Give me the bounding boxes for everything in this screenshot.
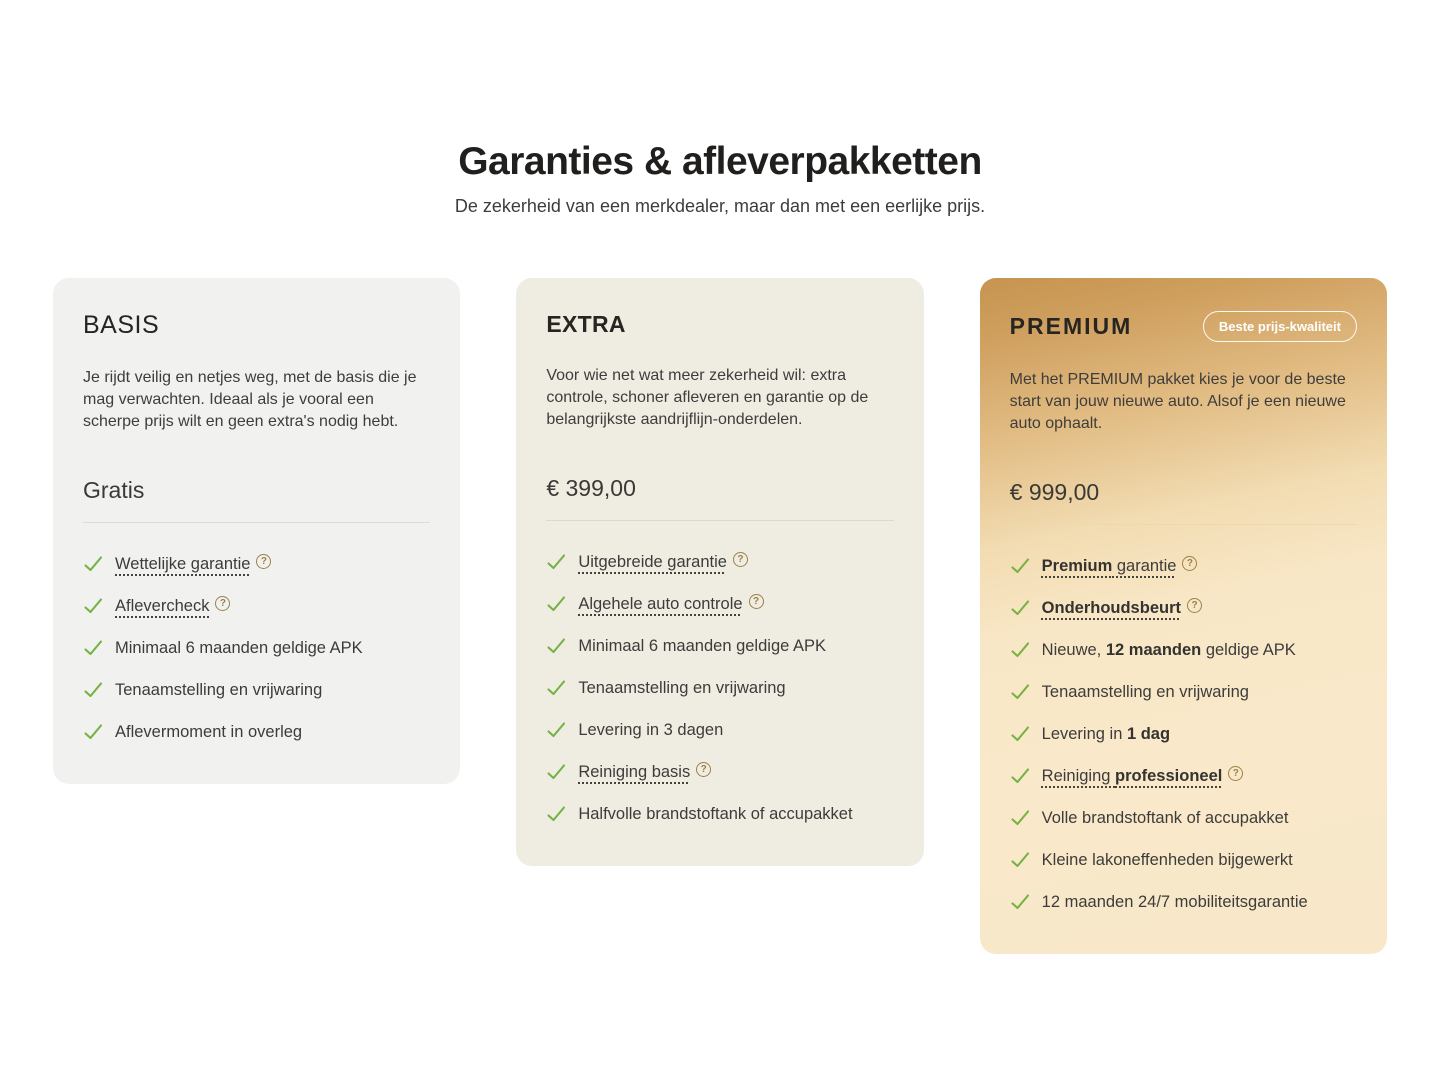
feature-label[interactable]: Reiniging basis: [578, 763, 691, 781]
check-icon: [546, 678, 567, 698]
feature-label[interactable]: Wettelijke garantie: [115, 555, 251, 573]
check-icon: [1010, 682, 1031, 702]
feature-item: [1010, 808, 1357, 828]
check-icon: [1010, 598, 1031, 618]
feature-item: [1010, 556, 1357, 576]
check-icon: [83, 554, 104, 574]
check-icon: [546, 552, 567, 572]
feature-item: [1010, 892, 1357, 912]
divider: [546, 520, 893, 521]
card-header: [83, 311, 430, 340]
check-icon: [1010, 724, 1031, 744]
card-price: € 999,00: [1009, 479, 1100, 505]
feature-label: Kleine lakoneffenheden bijgewerkt: [1041, 851, 1293, 869]
pricing-card-basis: [53, 278, 460, 784]
feature-label: Tenaamstelling en vrijwaring: [1041, 683, 1249, 701]
card-price: € 399,00: [546, 475, 636, 501]
help-icon[interactable]: ?: [696, 762, 711, 777]
card-title: BASIS: [83, 311, 160, 339]
feature-item: [546, 804, 893, 824]
feature-list: [1010, 556, 1357, 912]
pricing-card-premium: [980, 278, 1387, 954]
feature-item: [83, 722, 430, 742]
page-header: [0, 0, 1440, 217]
feature-item: [1010, 766, 1357, 786]
feature-label[interactable]: Algehele auto controle: [578, 595, 743, 613]
help-icon[interactable]: ?: [733, 552, 748, 567]
card-description: Met het PREMIUM pakket kies je voor de beste start van jouw nieuwe auto. Alsof je een nieuwe auto ophaalt.: [1009, 371, 1346, 432]
page-subtitle: De zekerheid van een merkdealer, maar dan met een eerlijke prijs.: [454, 196, 986, 216]
card-title: PREMIUM: [1009, 313, 1133, 339]
check-icon: [83, 680, 104, 700]
check-icon: [1010, 808, 1031, 828]
feature-label[interactable]: Reiniging professioneel: [1041, 767, 1223, 785]
feature-item: [1010, 724, 1357, 744]
divider: [83, 522, 430, 523]
feature-item: [1010, 640, 1357, 660]
divider: [1010, 524, 1357, 525]
pricing-card-extra: [516, 278, 923, 866]
check-icon: [546, 762, 567, 782]
feature-label: Levering in 3 dagen: [578, 721, 724, 739]
feature-item: [83, 680, 430, 700]
feature-item: [546, 678, 893, 698]
check-icon: [546, 720, 567, 740]
card-header: [546, 311, 893, 338]
check-icon: [83, 596, 104, 616]
card-description: Je rijdt veilig en netjes weg, met de basis die je mag verwachten. Ideaal als je vooral een scherpe prijs wilt en geen extra's nodig hebt.: [83, 369, 417, 430]
check-icon: [1010, 766, 1031, 786]
help-icon[interactable]: ?: [749, 594, 764, 609]
check-icon: [546, 594, 567, 614]
check-icon: [1010, 892, 1031, 912]
best-value-badge: Beste prijs-kwaliteit: [1203, 311, 1357, 342]
feature-label: Aflevermoment in overleg: [115, 723, 303, 741]
page-title: Garanties & afleverpakketten: [458, 140, 982, 183]
help-icon[interactable]: ?: [215, 596, 230, 611]
feature-label: Tenaamstelling en vrijwaring: [578, 679, 786, 697]
help-icon[interactable]: ?: [1182, 556, 1197, 571]
check-icon: [546, 636, 567, 656]
help-icon[interactable]: ?: [1228, 766, 1243, 781]
pricing-cards-row: [0, 278, 1440, 954]
feature-label[interactable]: Aflevercheck: [115, 597, 210, 615]
feature-item: [546, 720, 893, 740]
feature-label[interactable]: Premium garantie: [1041, 557, 1177, 575]
feature-item: [546, 552, 893, 572]
feature-item: [83, 638, 430, 658]
feature-item: [1010, 598, 1357, 618]
feature-label: Nieuwe, 12 maanden geldige APK: [1041, 641, 1296, 659]
feature-list: [546, 552, 893, 824]
card-title: EXTRA: [546, 311, 626, 337]
feature-item: [1010, 850, 1357, 870]
feature-item: [546, 762, 893, 782]
card-description: Voor wie net wat meer zekerheid wil: extra controle, schoner afleveren en garantie op de belangrijkste aandrijflijn-onderdelen.: [546, 367, 869, 428]
feature-label: Minimaal 6 maanden geldige APK: [115, 639, 363, 657]
feature-label[interactable]: Onderhoudsbeurt: [1041, 599, 1181, 617]
check-icon: [1010, 640, 1031, 660]
feature-label: Levering in 1 dag: [1041, 725, 1171, 743]
check-icon: [546, 804, 567, 824]
card-header: [1010, 311, 1357, 342]
help-icon[interactable]: ?: [1187, 598, 1202, 613]
check-icon: [1010, 556, 1031, 576]
feature-label: Tenaamstelling en vrijwaring: [115, 681, 323, 699]
feature-item: [83, 596, 430, 616]
feature-item: [546, 636, 893, 656]
feature-label: Volle brandstoftank of accupakket: [1041, 809, 1289, 827]
feature-item: [546, 594, 893, 614]
feature-list: [83, 554, 430, 742]
feature-label: Halfvolle brandstoftank of accupakket: [578, 805, 853, 823]
check-icon: [83, 638, 104, 658]
feature-item: [1010, 682, 1357, 702]
help-icon[interactable]: ?: [256, 554, 271, 569]
feature-label: Minimaal 6 maanden geldige APK: [578, 637, 826, 655]
feature-label[interactable]: Uitgebreide garantie: [578, 553, 727, 571]
check-icon: [83, 722, 104, 742]
check-icon: [1010, 850, 1031, 870]
feature-label: 12 maanden 24/7 mobiliteitsgarantie: [1041, 893, 1308, 911]
feature-item: [83, 554, 430, 574]
card-price: Gratis: [83, 477, 145, 503]
